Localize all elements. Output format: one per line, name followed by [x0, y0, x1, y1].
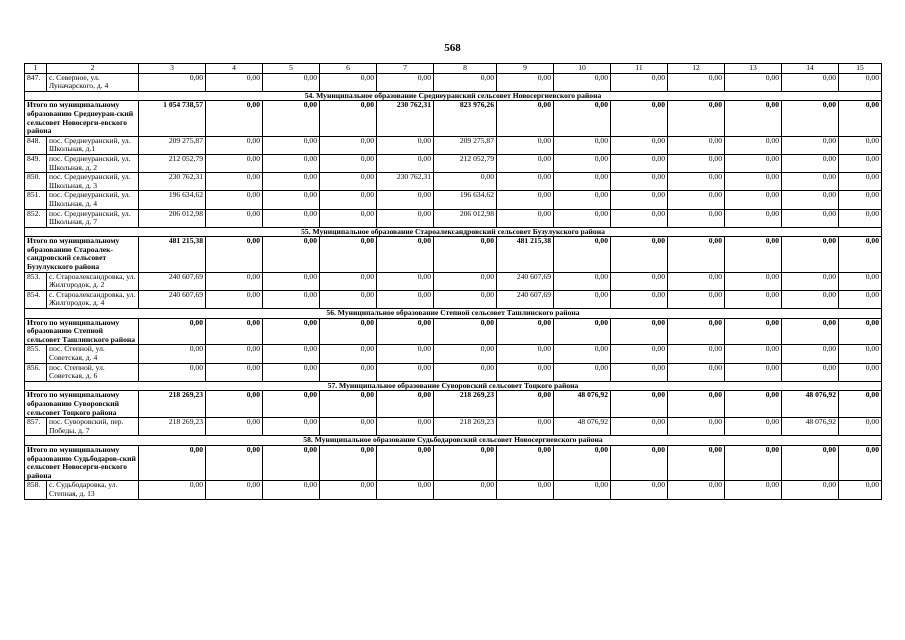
value-cell: 0,00	[668, 209, 725, 227]
address: с. Староалександровка, ул. Жилгородок, д. 2	[47, 272, 139, 290]
value-cell: 0,00	[554, 272, 611, 290]
value-cell: 0,00	[554, 73, 611, 91]
value-cell: 0,00	[434, 290, 497, 308]
value-cell: 0,00	[320, 136, 377, 154]
page-number: 568	[444, 42, 461, 54]
value-cell: 0,00	[497, 363, 554, 381]
value-cell: 0,00	[206, 154, 263, 172]
value-cell: 0,00	[782, 363, 839, 381]
total-row	[25, 101, 882, 136]
value-cell: 0,00	[611, 136, 668, 154]
total-value: 0,00	[839, 445, 882, 480]
value-cell: 196 634,62	[434, 191, 497, 209]
table-body	[25, 64, 882, 500]
total-value: 0,00	[497, 318, 554, 345]
value-cell: 0,00	[139, 481, 206, 499]
table-row	[25, 191, 882, 209]
row-number: 855.	[25, 345, 47, 363]
value-cell: 206 012,98	[434, 209, 497, 227]
value-cell: 0,00	[497, 418, 554, 436]
value-cell: 0,00	[263, 272, 320, 290]
value-cell: 0,00	[377, 272, 434, 290]
value-cell: 0,00	[839, 73, 882, 91]
value-cell: 0,00	[839, 481, 882, 499]
value-cell: 0,00	[782, 272, 839, 290]
column-number: 12	[668, 64, 725, 74]
total-row	[25, 318, 882, 345]
table-row	[25, 345, 882, 363]
value-cell: 206 012,98	[139, 209, 206, 227]
value-cell: 240 607,69	[497, 272, 554, 290]
value-cell: 0,00	[668, 136, 725, 154]
value-cell: 0,00	[611, 363, 668, 381]
table-row	[25, 418, 882, 436]
total-value: 0,00	[377, 445, 434, 480]
value-cell: 0,00	[725, 481, 782, 499]
column-number: 13	[725, 64, 782, 74]
total-value: 48 076,92	[554, 391, 611, 418]
row-number: 856.	[25, 363, 47, 381]
value-cell: 0,00	[377, 191, 434, 209]
value-cell: 0,00	[554, 345, 611, 363]
column-number: 10	[554, 64, 611, 74]
value-cell: 0,00	[839, 209, 882, 227]
total-value: 0,00	[497, 101, 554, 136]
total-value: 0,00	[263, 445, 320, 480]
value-cell: 0,00	[139, 363, 206, 381]
total-value: 0,00	[320, 237, 377, 272]
value-cell: 0,00	[668, 481, 725, 499]
value-cell: 212 052,79	[139, 154, 206, 172]
total-value: 0,00	[725, 237, 782, 272]
value-cell: 0,00	[320, 345, 377, 363]
value-cell: 0,00	[611, 272, 668, 290]
address: пос. Среднеуранский, ул. Школьная, д. 7	[47, 209, 139, 227]
total-value: 0,00	[611, 318, 668, 345]
total-label: Итого по муниципальному образованию Степной сельсовет Ташлинского района	[25, 318, 139, 345]
value-cell: 0,00	[206, 290, 263, 308]
total-value: 218 269,23	[139, 391, 206, 418]
value-cell: 0,00	[206, 363, 263, 381]
value-cell: 0,00	[434, 481, 497, 499]
total-value: 0,00	[725, 445, 782, 480]
value-cell: 0,00	[554, 209, 611, 227]
value-cell: 0,00	[263, 173, 320, 191]
value-cell: 48 076,92	[554, 418, 611, 436]
total-label: Итого по муниципальному образованию Среднеуран-ский сельсовет Новосерги-евского района	[25, 101, 139, 136]
value-cell: 0,00	[725, 272, 782, 290]
total-value: 0,00	[320, 318, 377, 345]
value-cell: 0,00	[554, 154, 611, 172]
value-cell: 0,00	[206, 73, 263, 91]
total-value: 823 976,26	[434, 101, 497, 136]
total-value: 0,00	[611, 237, 668, 272]
value-cell: 0,00	[725, 154, 782, 172]
value-cell: 0,00	[320, 173, 377, 191]
column-number: 2	[47, 64, 139, 74]
value-cell: 0,00	[725, 173, 782, 191]
total-value: 0,00	[497, 445, 554, 480]
table-row	[25, 481, 882, 499]
row-number: 854.	[25, 290, 47, 308]
value-cell: 0,00	[434, 272, 497, 290]
value-cell: 0,00	[782, 136, 839, 154]
section-row	[25, 436, 882, 446]
total-value: 230 762,31	[377, 101, 434, 136]
value-cell: 0,00	[611, 154, 668, 172]
value-cell: 0,00	[839, 363, 882, 381]
total-value: 0,00	[206, 445, 263, 480]
column-number: 6	[320, 64, 377, 74]
total-value: 0,00	[668, 318, 725, 345]
table-row	[25, 209, 882, 227]
total-label: Итого по муниципальному образованию Судьбодаров-ский сельсовет Новосерги-евского района	[25, 445, 139, 480]
value-cell: 0,00	[377, 345, 434, 363]
total-value: 0,00	[554, 318, 611, 345]
value-cell: 230 762,31	[377, 173, 434, 191]
total-row	[25, 445, 882, 480]
value-cell: 0,00	[206, 481, 263, 499]
section-row	[25, 381, 882, 391]
value-cell: 0,00	[611, 209, 668, 227]
section-row	[25, 309, 882, 319]
total-value: 0,00	[139, 318, 206, 345]
total-value: 0,00	[611, 101, 668, 136]
value-cell: 230 762,31	[139, 173, 206, 191]
row-number: 848.	[25, 136, 47, 154]
value-cell: 0,00	[554, 481, 611, 499]
value-cell: 0,00	[206, 209, 263, 227]
value-cell: 0,00	[839, 136, 882, 154]
value-cell: 0,00	[320, 290, 377, 308]
value-cell: 0,00	[782, 290, 839, 308]
address: пос. Суворовский, пер. Победы, д. 7	[47, 418, 139, 436]
value-cell: 0,00	[725, 363, 782, 381]
section-title: 55. Муниципальное образование Староалександровский сельсовет Бузулукского района	[25, 227, 882, 237]
total-value: 0,00	[782, 318, 839, 345]
total-value: 0,00	[434, 445, 497, 480]
row-number: 858.	[25, 481, 47, 499]
value-cell: 0,00	[320, 272, 377, 290]
total-value: 0,00	[320, 101, 377, 136]
row-number: 857.	[25, 418, 47, 436]
value-cell: 0,00	[377, 154, 434, 172]
value-cell: 0,00	[668, 290, 725, 308]
value-cell: 0,00	[725, 418, 782, 436]
value-cell: 0,00	[377, 290, 434, 308]
row-number: 850.	[25, 173, 47, 191]
value-cell: 0,00	[206, 191, 263, 209]
total-value: 0,00	[725, 391, 782, 418]
value-cell: 0,00	[839, 418, 882, 436]
value-cell: 212 052,79	[434, 154, 497, 172]
value-cell: 0,00	[668, 345, 725, 363]
address: с. Северное, ул. Луначарского, д. 4	[47, 73, 139, 91]
column-number: 15	[839, 64, 882, 74]
section-title: 58. Муниципальное образование Судьбодаровский сельсовет Новосергиевского района	[25, 436, 882, 446]
total-value: 0,00	[668, 101, 725, 136]
value-cell: 0,00	[320, 363, 377, 381]
total-value: 0,00	[263, 318, 320, 345]
value-cell: 0,00	[263, 481, 320, 499]
section-row	[25, 227, 882, 237]
value-cell: 0,00	[263, 73, 320, 91]
value-cell: 240 607,69	[139, 290, 206, 308]
table-row	[25, 136, 882, 154]
value-cell: 0,00	[554, 290, 611, 308]
total-value: 0,00	[320, 391, 377, 418]
value-cell: 0,00	[320, 418, 377, 436]
total-value: 0,00	[554, 101, 611, 136]
value-cell: 0,00	[782, 481, 839, 499]
value-cell: 196 634,62	[139, 191, 206, 209]
value-cell: 0,00	[377, 363, 434, 381]
value-cell: 0,00	[782, 345, 839, 363]
value-cell: 0,00	[782, 209, 839, 227]
value-cell: 0,00	[497, 191, 554, 209]
total-value: 0,00	[206, 391, 263, 418]
total-value: 0,00	[725, 101, 782, 136]
value-cell: 0,00	[611, 418, 668, 436]
address: с. Староалександровка, ул. Жилгородок, д. 4	[47, 290, 139, 308]
address: пос. Степной, ул. Советская, д. 4	[47, 345, 139, 363]
value-cell: 0,00	[497, 481, 554, 499]
total-row	[25, 237, 882, 272]
value-cell: 0,00	[377, 73, 434, 91]
total-value: 0,00	[782, 101, 839, 136]
column-number: 8	[434, 64, 497, 74]
section-title: 54. Муниципальное образование Среднеуранский сельсовет Новосергиевского района	[25, 91, 882, 101]
value-cell: 0,00	[206, 345, 263, 363]
section-title: 56. Муниципальное образование Степной сельсовет Ташлинского района	[25, 309, 882, 319]
address: пос. Среднеуранский, ул. Школьная, д.1	[47, 136, 139, 154]
value-cell: 0,00	[263, 191, 320, 209]
table-row	[25, 272, 882, 290]
value-cell: 0,00	[139, 73, 206, 91]
value-cell: 0,00	[497, 209, 554, 227]
total-value: 0,00	[263, 391, 320, 418]
total-value: 0,00	[263, 237, 320, 272]
value-cell: 0,00	[320, 73, 377, 91]
column-number-row	[25, 64, 882, 74]
value-cell: 0,00	[668, 173, 725, 191]
column-number: 7	[377, 64, 434, 74]
value-cell: 0,00	[263, 345, 320, 363]
register-table	[24, 63, 882, 500]
value-cell: 0,00	[725, 73, 782, 91]
value-cell: 0,00	[497, 73, 554, 91]
total-value: 0,00	[320, 445, 377, 480]
value-cell: 0,00	[263, 154, 320, 172]
value-cell: 0,00	[497, 136, 554, 154]
total-value: 0,00	[377, 237, 434, 272]
value-cell: 0,00	[206, 173, 263, 191]
table-row	[25, 73, 882, 91]
total-value: 0,00	[725, 318, 782, 345]
value-cell: 0,00	[725, 191, 782, 209]
value-cell: 0,00	[263, 290, 320, 308]
column-number: 14	[782, 64, 839, 74]
value-cell: 0,00	[725, 209, 782, 227]
total-label: Итого по муниципальному образованию Староалек-сандровский сельсовет Бузулукского района	[25, 237, 139, 272]
value-cell: 218 269,23	[434, 418, 497, 436]
total-value: 0,00	[782, 445, 839, 480]
value-cell: 0,00	[611, 481, 668, 499]
value-cell: 0,00	[434, 173, 497, 191]
total-value: 481 215,38	[497, 237, 554, 272]
value-cell: 0,00	[434, 363, 497, 381]
total-value: 0,00	[497, 391, 554, 418]
value-cell: 0,00	[668, 154, 725, 172]
total-value: 0,00	[839, 391, 882, 418]
total-value: 0,00	[434, 318, 497, 345]
value-cell: 0,00	[611, 191, 668, 209]
total-value: 0,00	[377, 318, 434, 345]
row-number: 852.	[25, 209, 47, 227]
value-cell: 0,00	[206, 136, 263, 154]
table-row	[25, 363, 882, 381]
value-cell: 0,00	[434, 345, 497, 363]
column-number: 5	[263, 64, 320, 74]
value-cell: 0,00	[782, 154, 839, 172]
total-value: 0,00	[434, 237, 497, 272]
value-cell: 0,00	[839, 290, 882, 308]
row-number: 849.	[25, 154, 47, 172]
total-value: 0,00	[263, 101, 320, 136]
total-value: 0,00	[554, 445, 611, 480]
value-cell: 0,00	[434, 73, 497, 91]
value-cell: 0,00	[611, 173, 668, 191]
row-number: 853.	[25, 272, 47, 290]
value-cell: 0,00	[725, 136, 782, 154]
column-number: 3	[139, 64, 206, 74]
value-cell: 0,00	[839, 345, 882, 363]
table-row	[25, 290, 882, 308]
value-cell: 0,00	[839, 173, 882, 191]
column-number: 4	[206, 64, 263, 74]
value-cell: 0,00	[206, 418, 263, 436]
total-value: 48 076,92	[782, 391, 839, 418]
value-cell: 0,00	[554, 173, 611, 191]
value-cell: 0,00	[668, 363, 725, 381]
value-cell: 0,00	[206, 272, 263, 290]
total-label: Итого по муниципальному образованию Суворовский сельсовет Тоцкого района	[25, 391, 139, 418]
value-cell: 0,00	[668, 73, 725, 91]
total-value: 0,00	[839, 101, 882, 136]
row-number: 847.	[25, 73, 47, 91]
column-number: 9	[497, 64, 554, 74]
table-row	[25, 154, 882, 172]
address: пос. Среднеуранский, ул. Школьная, д. 2	[47, 154, 139, 172]
value-cell: 0,00	[782, 73, 839, 91]
value-cell: 209 275,87	[434, 136, 497, 154]
value-cell: 0,00	[782, 173, 839, 191]
value-cell: 0,00	[263, 209, 320, 227]
value-cell: 0,00	[668, 418, 725, 436]
value-cell: 0,00	[554, 191, 611, 209]
address: пос. Степной, ул. Советская, д. 6	[47, 363, 139, 381]
value-cell: 0,00	[320, 209, 377, 227]
value-cell: 0,00	[839, 154, 882, 172]
value-cell: 0,00	[320, 191, 377, 209]
value-cell: 0,00	[554, 136, 611, 154]
value-cell: 0,00	[263, 136, 320, 154]
table-row	[25, 173, 882, 191]
total-value: 1 054 738,57	[139, 101, 206, 136]
total-value: 0,00	[668, 237, 725, 272]
value-cell: 0,00	[554, 363, 611, 381]
value-cell: 0,00	[320, 481, 377, 499]
total-value: 0,00	[668, 445, 725, 480]
address: с. Судьбодаровка, ул. Степная, д. 13	[47, 481, 139, 499]
value-cell: 0,00	[668, 191, 725, 209]
value-cell: 0,00	[725, 290, 782, 308]
value-cell: 0,00	[611, 73, 668, 91]
value-cell: 0,00	[611, 345, 668, 363]
total-value: 0,00	[839, 318, 882, 345]
value-cell: 209 275,87	[139, 136, 206, 154]
value-cell: 0,00	[377, 418, 434, 436]
section-title: 57. Муниципальное образование Суворовский сельсовет Тоцкого района	[25, 381, 882, 391]
section-row	[25, 91, 882, 101]
total-value: 0,00	[554, 237, 611, 272]
value-cell: 0,00	[839, 272, 882, 290]
total-row	[25, 391, 882, 418]
value-cell: 240 607,69	[139, 272, 206, 290]
address: пос. Среднеуранский, ул. Школьная, д. 4	[47, 191, 139, 209]
total-value: 0,00	[782, 237, 839, 272]
value-cell: 0,00	[782, 191, 839, 209]
value-cell: 0,00	[497, 154, 554, 172]
total-value: 0,00	[206, 101, 263, 136]
total-value: 0,00	[668, 391, 725, 418]
value-cell: 218 269,23	[139, 418, 206, 436]
address: пос. Среднеуранский, ул. Школьная, д. 3	[47, 173, 139, 191]
value-cell: 0,00	[139, 345, 206, 363]
total-value: 0,00	[206, 237, 263, 272]
value-cell: 0,00	[611, 290, 668, 308]
total-value: 0,00	[839, 237, 882, 272]
value-cell: 0,00	[320, 154, 377, 172]
total-value: 0,00	[611, 445, 668, 480]
value-cell: 0,00	[497, 345, 554, 363]
column-number: 1	[25, 64, 47, 74]
value-cell: 240 607,69	[497, 290, 554, 308]
total-value: 0,00	[139, 445, 206, 480]
row-number: 851.	[25, 191, 47, 209]
total-value: 0,00	[206, 318, 263, 345]
total-value: 0,00	[611, 391, 668, 418]
value-cell: 0,00	[725, 345, 782, 363]
value-cell: 0,00	[377, 136, 434, 154]
total-value: 218 269,23	[434, 391, 497, 418]
value-cell: 0,00	[839, 191, 882, 209]
value-cell: 0,00	[263, 363, 320, 381]
value-cell: 0,00	[497, 173, 554, 191]
value-cell: 0,00	[377, 209, 434, 227]
column-number: 11	[611, 64, 668, 74]
value-cell: 0,00	[263, 418, 320, 436]
value-cell: 48 076,92	[782, 418, 839, 436]
total-value: 481 215,38	[139, 237, 206, 272]
total-value: 0,00	[377, 391, 434, 418]
value-cell: 0,00	[377, 481, 434, 499]
value-cell: 0,00	[668, 272, 725, 290]
